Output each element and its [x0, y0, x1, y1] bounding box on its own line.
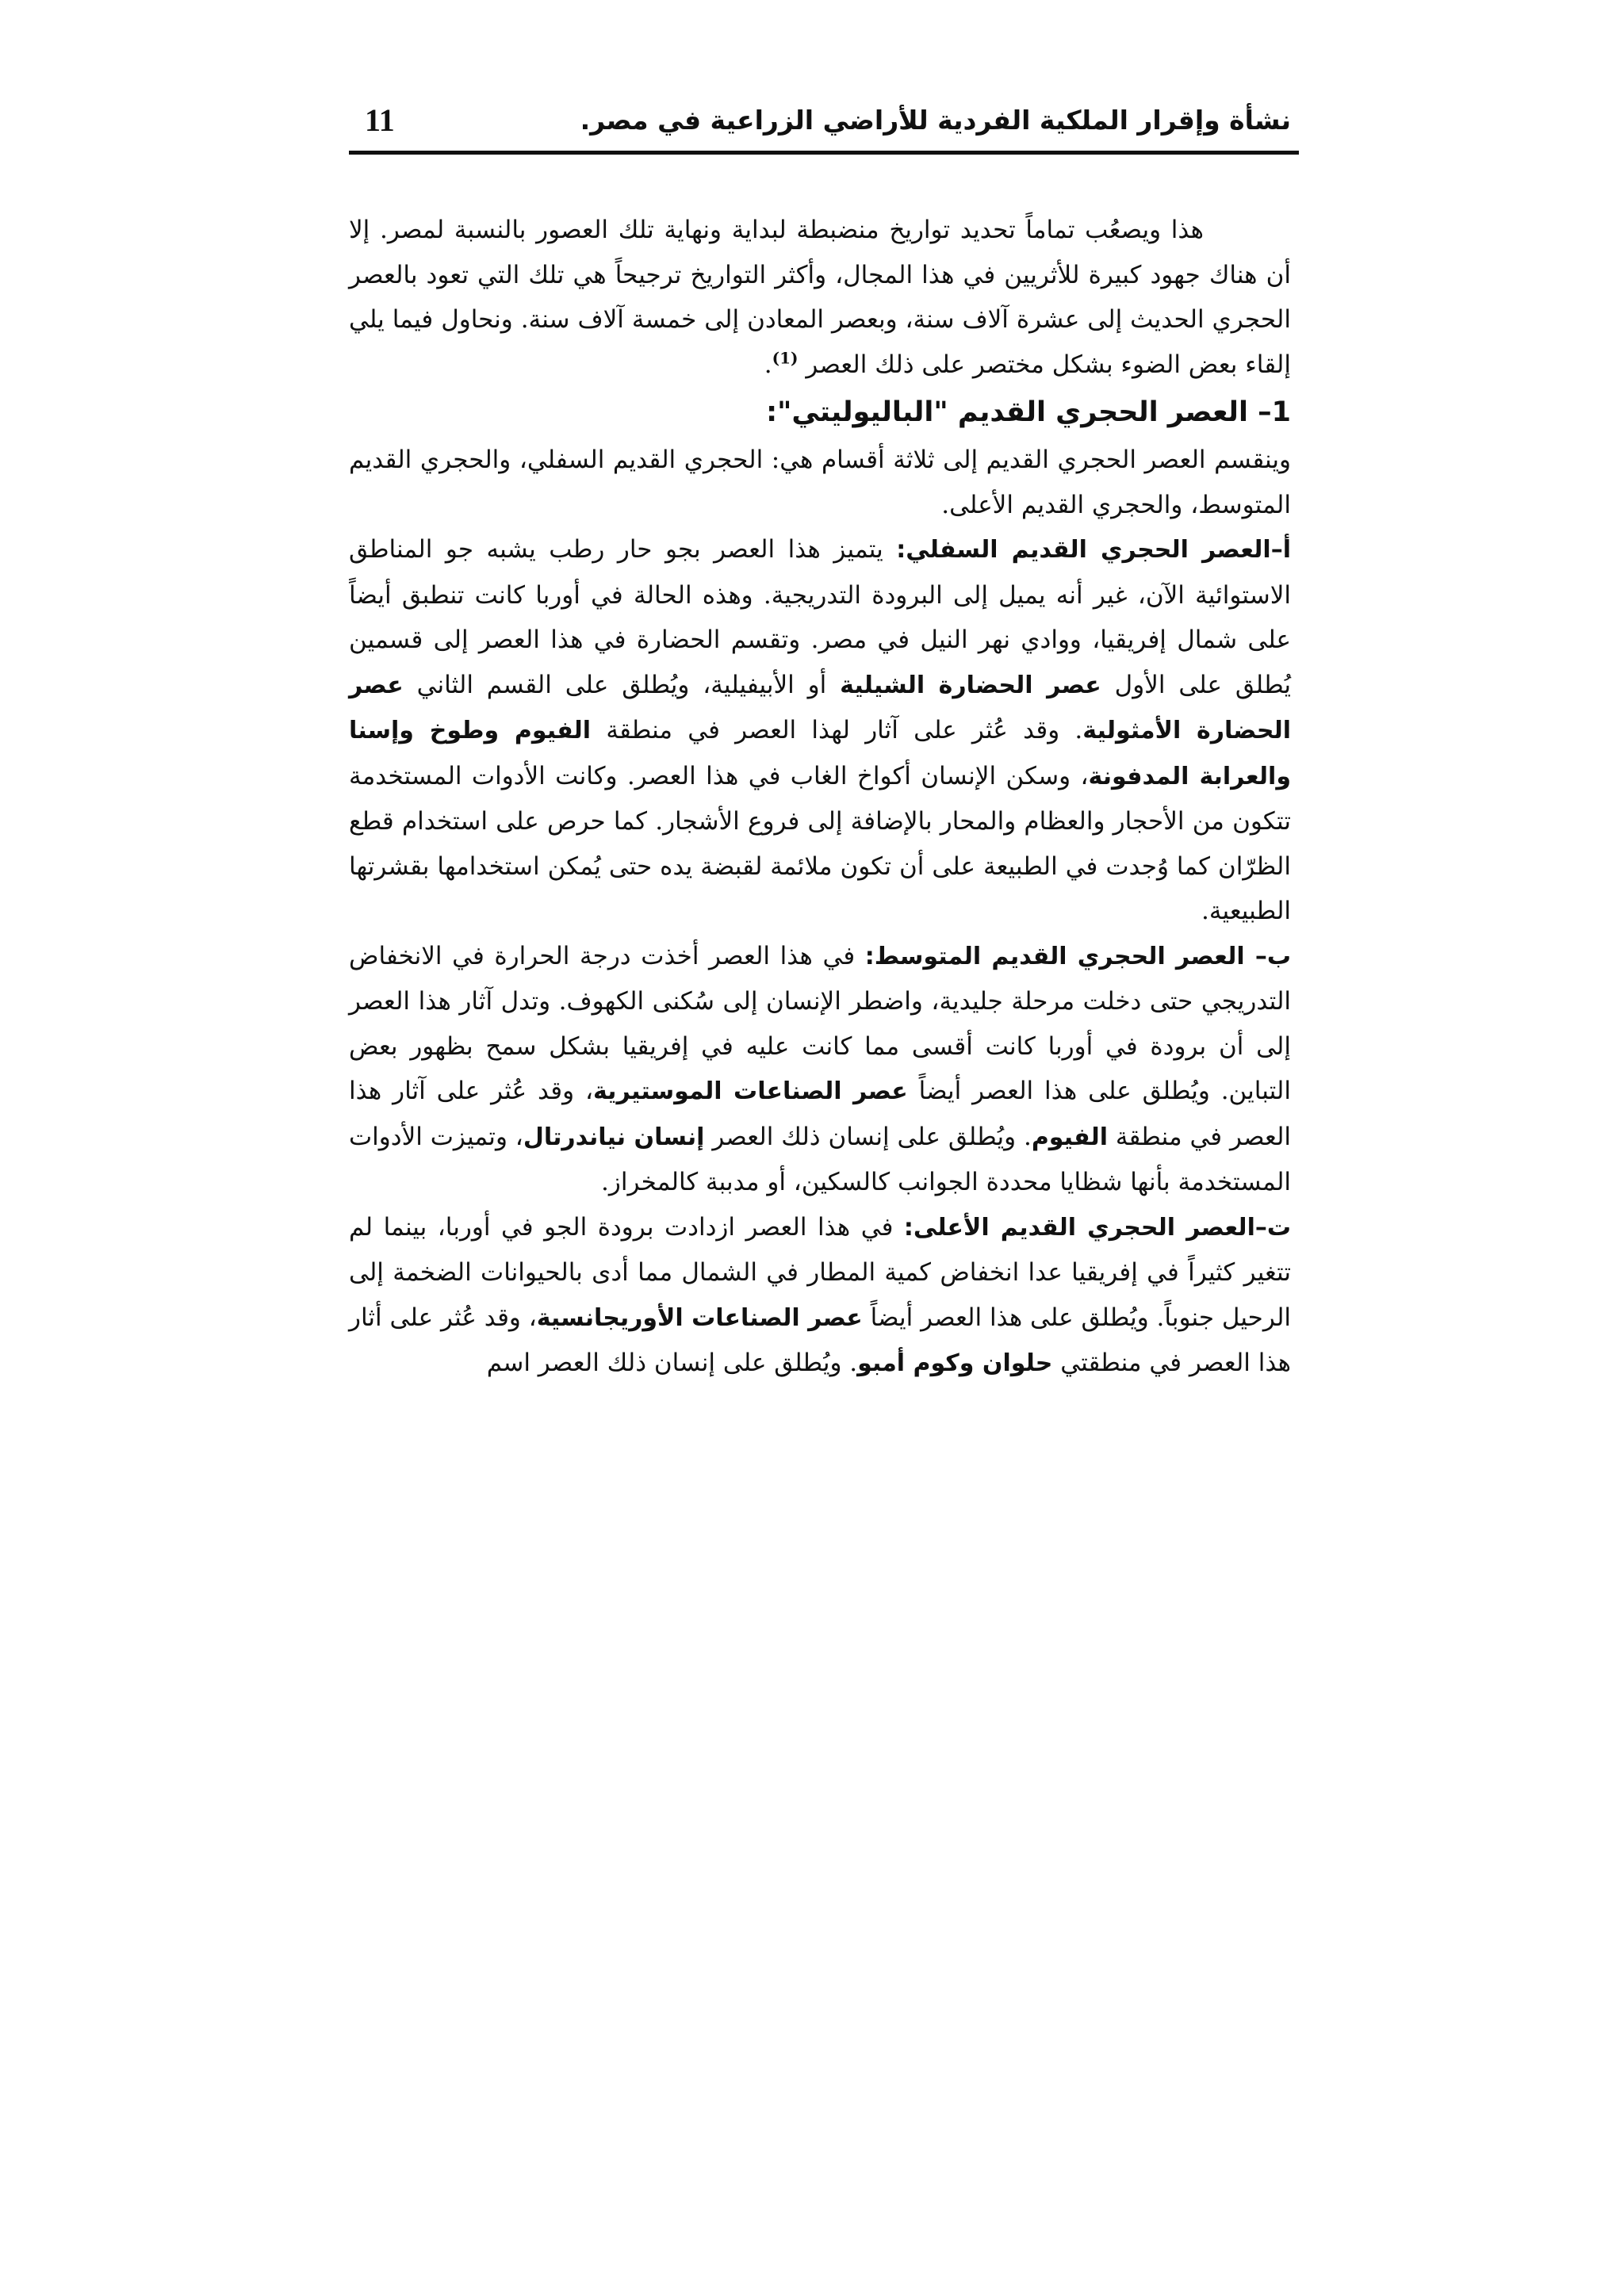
- header-rule: [349, 151, 1299, 155]
- section-heading: 1– العصر الحجري القديم "الباليوليتي":: [766, 396, 1291, 428]
- running-title: نشأة وإقرار الملكية الفردية للأراضي الزراعية في مصر.: [580, 105, 1291, 136]
- paragraph-text: ، وتميزت الأدوات المستخدمة بأنها شظايا محددة الجوانب كالسكين، أو مدببة كالمخراز.: [349, 1122, 1291, 1196]
- paragraph-text: ، وقد عُثر على أثار هذا العصر في منطقتي: [349, 1303, 1291, 1377]
- footnote-reference: (1): [772, 348, 799, 368]
- paragraph-text: يتميز هذا العصر بجو حار رطب يشبه جو المناطق الاستوائية الآن، غير أنه يميل إلى البرودة التدريجية. وهذه الحالة في أوربا كانت تنطبق أيضاً على شمال إفريقيا، ووادي نهر النيل في مصر. وتقسم الحضارة في هذا العصر إلى قسمين يُطلق على الأول: [349, 535, 1292, 699]
- paragraph-text: أو الأبيفيلية، ويُطلق على القسم الثاني: [403, 670, 841, 699]
- middle-paleolithic-heading: ب– العصر الحجري القديم المتوسط:: [864, 942, 1291, 970]
- paragraph-text: . ويُطلق على إنسان ذلك العصر اسم: [486, 1349, 858, 1377]
- bold-term: الفيوم وطوخ وإسنا والعرابة المدفونة: [349, 717, 1291, 790]
- intro-end: .: [764, 350, 772, 379]
- upper-paleolithic-heading: ت–العصر الحجري القديم الأعلى:: [903, 1213, 1291, 1242]
- paragraph-text: . وقد عُثر على آثار لهذا العصر في منطقة: [591, 716, 1083, 744]
- bold-term: حلوان وكوم أمبو: [857, 1349, 1053, 1377]
- page-body: [349, 208, 1291, 1387]
- paragraph-text: في هذا العصر ازدادت برودة الجو في أوربا، بينما لم تتغير كثيراً في إفريقيا عدا انخفاض كمية المطار في الشمال مما أدى بالحيوانات الضخمة إلى الرحيل جنوباً. ويُطلق على هذا العصر أيضاً: [349, 1212, 1292, 1332]
- paragraph-text: في هذا العصر أخذت درجة الحرارة في الانخفاض التدريجي حتى دخلت مرحلة جليدية، واضطر الإنسان إلى سُكنى الكهوف. وتدل آثار هذا العصر إلى أن برودة في أوربا كانت أقسى مما كانت عليه في إفريقيا بشكل سمح بظهور بعض التباين. ويُطلق على هذا العصر أيضاً: [349, 941, 1291, 1105]
- intro-paragraph: [349, 208, 1291, 387]
- page-header: [365, 101, 1291, 149]
- paragraph-text: ، وسكن الإنسان أكواخ الغاب في هذا العصر. وكانت الأدوات المستخدمة تتكون من الأحجار والعظام والمحار بالإضافة إلى فروع الأشجار. كما حرص على استخدام قطع الظرّان كما وُجدت في الطبيعة على أن تكون ملائمة لقبضة يده حتى يُمكن استخدامها بقشرتها الطبيعية.: [349, 761, 1291, 925]
- lower-paleolithic-paragraph: [349, 527, 1291, 934]
- paragraph-text: . ويُطلق على إنسان ذلك العصر: [704, 1122, 1032, 1151]
- bold-term: عصر الحضارة الشيلية: [840, 671, 1101, 699]
- page-number: 11: [365, 102, 395, 138]
- section-intro-paragraph: وينقسم العصر الحجري القديم إلى ثلاثة أقسام هي: الحجري القديم السفلي، والحجري القديم المتوسط، والحجري القديم الأعلى.: [349, 446, 1291, 519]
- middle-paleolithic-paragraph: [349, 934, 1291, 1205]
- paragraph-text: ، وقد عُثر على آثار هذا العصر في منطقة: [349, 1077, 1291, 1151]
- bold-term: عصر الصناعات الموستيرية: [592, 1077, 908, 1105]
- lower-paleolithic-heading: أ–العصر الحجري القديم السفلي:: [896, 536, 1291, 564]
- bold-term: إنسان نياندرتال: [523, 1123, 705, 1151]
- bold-term: عصر الحضارة الأمثولية: [349, 671, 1292, 744]
- bold-term: الفيوم: [1031, 1123, 1108, 1151]
- upper-paleolithic-paragraph: [349, 1205, 1291, 1387]
- intro-text: هذا ويصعُب تماماً تحديد تواريخ منضبطة لبداية ونهاية تلك العصور بالنسبة لمصر. إلا أن هناك جهود كبيرة للأثريين في هذا المجال، وأكثر التواريخ ترجيحاً هي تلك التي تعود بالعصر الحجري الحديث إلى عشرة آلاف سنة، وبعصر المعادن إلى خمسة آلاف سنة. ونحاول فيما يلي إلقاء بعض الضوء بشكل مختصر على ذلك العصر: [349, 216, 1291, 379]
- bold-term: عصر الصناعات الأوريجانسية: [536, 1303, 863, 1332]
